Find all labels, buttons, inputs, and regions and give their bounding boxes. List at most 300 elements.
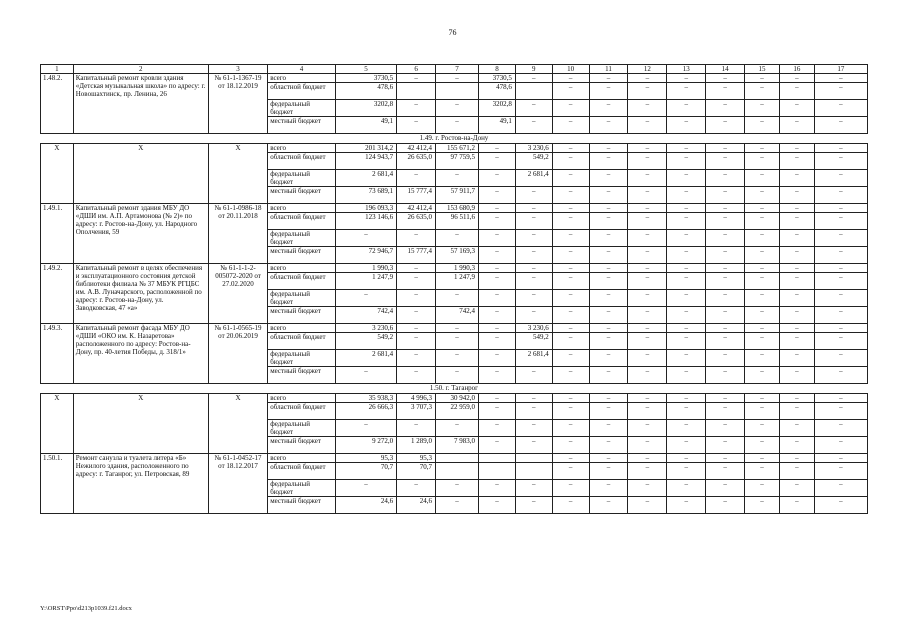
amount-cell: 4 996,3	[397, 394, 436, 403]
empty-cell: –	[589, 420, 628, 437]
amount-cell: 196 093,3	[335, 204, 396, 213]
object-name: Х	[73, 394, 208, 454]
empty-cell: –	[589, 153, 628, 170]
section-row	[41, 134, 868, 144]
empty-cell: –	[779, 437, 814, 454]
empty-cell: –	[667, 273, 706, 290]
amount-cell: –	[397, 100, 436, 117]
amount-cell	[436, 454, 479, 463]
amount-cell: –	[515, 420, 552, 437]
empty-cell: –	[814, 394, 867, 403]
empty-cell: –	[779, 350, 814, 367]
empty-cell: –	[745, 230, 780, 247]
empty-cell: –	[589, 273, 628, 290]
empty-cell: –	[589, 204, 628, 213]
table-row	[41, 204, 868, 213]
amount-cell: –	[436, 367, 479, 384]
amount-cell: –	[479, 307, 516, 324]
amount-cell: 478,6	[335, 83, 396, 100]
empty-cell: –	[814, 454, 867, 463]
empty-cell: –	[706, 247, 745, 264]
amount-cell: –	[335, 290, 396, 307]
table-row	[41, 454, 868, 463]
amount-cell: –	[436, 100, 479, 117]
empty-cell: –	[745, 100, 780, 117]
empty-cell: –	[814, 290, 867, 307]
empty-cell: –	[628, 480, 667, 497]
amount-cell: 15 777,4	[397, 247, 436, 264]
empty-cell: –	[552, 324, 589, 333]
empty-cell: –	[667, 463, 706, 480]
amount-cell	[397, 83, 436, 100]
empty-cell: –	[779, 83, 814, 100]
empty-cell: –	[628, 420, 667, 437]
amount-cell: –	[397, 480, 436, 497]
amount-cell: 26 635,0	[397, 213, 436, 230]
empty-cell: –	[628, 403, 667, 420]
empty-cell: –	[589, 333, 628, 350]
empty-cell: –	[628, 117, 667, 134]
empty-cell: –	[706, 497, 745, 514]
funding-source: федеральный бюджет	[268, 100, 336, 117]
column-number: 1	[41, 65, 74, 74]
amount-cell: –	[515, 403, 552, 420]
empty-cell: –	[667, 333, 706, 350]
amount-cell: 95,3	[335, 454, 396, 463]
amount-cell: –	[479, 264, 516, 273]
column-number: 14	[706, 65, 745, 74]
object-name: Капитальный ремонт кровли здания «Детская музыкальная школа» по адресу: г. Новошахтинск, пр. Ленина, 26	[73, 74, 208, 134]
column-number: 7	[436, 65, 479, 74]
amount-cell: 3 230,6	[335, 324, 396, 333]
empty-cell: –	[589, 290, 628, 307]
funding-source: федеральный бюджет	[268, 170, 336, 187]
empty-cell: –	[706, 290, 745, 307]
empty-cell: –	[745, 247, 780, 264]
amount-cell: 2 681,4	[515, 170, 552, 187]
amount-cell: –	[515, 264, 552, 273]
empty-cell: –	[779, 100, 814, 117]
empty-cell: –	[814, 170, 867, 187]
empty-cell: –	[745, 74, 780, 83]
empty-cell: –	[745, 83, 780, 100]
empty-cell: –	[814, 230, 867, 247]
empty-cell: –	[779, 420, 814, 437]
funding-source: местный бюджет	[268, 117, 336, 134]
empty-cell: –	[814, 403, 867, 420]
empty-cell: –	[589, 394, 628, 403]
empty-cell: –	[745, 324, 780, 333]
amount-cell: –	[479, 213, 516, 230]
amount-cell: –	[397, 170, 436, 187]
empty-cell: –	[589, 367, 628, 384]
funding-source: местный бюджет	[268, 307, 336, 324]
column-number: 17	[814, 65, 867, 74]
empty-cell: –	[779, 230, 814, 247]
amount-cell: 549,2	[335, 333, 396, 350]
amount-cell: 124 943,7	[335, 153, 396, 170]
empty-cell: –	[779, 247, 814, 264]
empty-cell: –	[706, 420, 745, 437]
empty-cell: –	[552, 273, 589, 290]
empty-cell: –	[589, 83, 628, 100]
amount-cell: –	[515, 213, 552, 230]
amount-cell: –	[515, 480, 552, 497]
empty-cell: –	[628, 454, 667, 463]
file-path-footer: Y:\ORST\Ppo\d213p1039.f21.docx	[40, 605, 132, 612]
item-number: 1.49.1.	[41, 204, 74, 264]
empty-cell: –	[706, 403, 745, 420]
amount-cell: 123 146,6	[335, 213, 396, 230]
table-body	[41, 65, 868, 514]
empty-cell: –	[706, 394, 745, 403]
column-number: 16	[779, 65, 814, 74]
empty-cell: –	[706, 230, 745, 247]
amount-cell	[436, 463, 479, 480]
amount-cell: 1 247,9	[335, 273, 396, 290]
amount-cell: –	[479, 394, 516, 403]
empty-cell: –	[814, 144, 867, 153]
amount-cell: –	[479, 247, 516, 264]
amount-cell: –	[397, 290, 436, 307]
document-ref: № 61-1-1-2-005072-2020 от 27.02.2020	[208, 264, 267, 324]
amount-cell: 1 289,0	[397, 437, 436, 454]
empty-cell: –	[667, 497, 706, 514]
amount-cell: –	[397, 74, 436, 83]
empty-cell: –	[706, 170, 745, 187]
empty-cell: –	[667, 144, 706, 153]
amount-cell: –	[397, 307, 436, 324]
amount-cell: –	[397, 367, 436, 384]
empty-cell: –	[589, 144, 628, 153]
funding-source: всего	[268, 204, 336, 213]
empty-cell: –	[552, 367, 589, 384]
funding-source: всего	[268, 74, 336, 83]
empty-cell: –	[745, 333, 780, 350]
empty-cell: –	[779, 144, 814, 153]
empty-cell: –	[589, 247, 628, 264]
amount-cell: –	[436, 290, 479, 307]
amount-cell: 1 247,9	[436, 273, 479, 290]
empty-cell: –	[552, 307, 589, 324]
empty-cell: –	[745, 204, 780, 213]
empty-cell: –	[779, 403, 814, 420]
empty-cell: –	[706, 153, 745, 170]
empty-cell: –	[706, 480, 745, 497]
amount-cell: –	[479, 187, 516, 204]
amount-cell: –	[479, 333, 516, 350]
empty-cell: –	[628, 273, 667, 290]
amount-cell: 42 412,4	[397, 204, 436, 213]
empty-cell: –	[628, 497, 667, 514]
funding-source: областной бюджет	[268, 83, 336, 100]
empty-cell: –	[706, 463, 745, 480]
empty-cell: –	[552, 420, 589, 437]
empty-cell: –	[552, 230, 589, 247]
document-ref: № 61-1-0452-17 от 18.12.2017	[208, 454, 267, 514]
document-ref: Х	[208, 144, 267, 204]
empty-cell: –	[779, 480, 814, 497]
table-row	[41, 144, 868, 153]
document-ref: № 61-1-0986-18 от 20.11.2018	[208, 204, 267, 264]
funding-source: областной бюджет	[268, 213, 336, 230]
empty-cell: –	[628, 187, 667, 204]
amount-cell: –	[479, 480, 516, 497]
empty-cell: –	[706, 454, 745, 463]
document-ref: Х	[208, 394, 267, 454]
amount-cell: 155 671,2	[436, 144, 479, 153]
item-number: 1.49.2.	[41, 264, 74, 324]
column-number: 11	[589, 65, 628, 74]
empty-cell: –	[589, 497, 628, 514]
empty-cell: –	[589, 463, 628, 480]
empty-cell: –	[667, 170, 706, 187]
empty-cell: –	[667, 437, 706, 454]
column-number: 4	[268, 65, 336, 74]
amount-cell: –	[515, 394, 552, 403]
empty-cell: –	[745, 153, 780, 170]
empty-cell: –	[552, 480, 589, 497]
column-number: 12	[628, 65, 667, 74]
empty-cell: –	[814, 83, 867, 100]
empty-cell: –	[667, 204, 706, 213]
amount-cell: 742,4	[335, 307, 396, 324]
section-title: 1.50. г. Таганрог	[41, 384, 868, 394]
empty-cell: –	[628, 83, 667, 100]
amount-cell: 201 314,2	[335, 144, 396, 153]
empty-cell: –	[745, 117, 780, 134]
empty-cell: –	[779, 204, 814, 213]
empty-cell: –	[814, 324, 867, 333]
funding-source: местный бюджет	[268, 187, 336, 204]
empty-cell: –	[552, 497, 589, 514]
empty-cell: –	[745, 213, 780, 230]
empty-cell: –	[628, 437, 667, 454]
amount-cell: –	[436, 480, 479, 497]
amount-cell: –	[515, 230, 552, 247]
empty-cell: –	[745, 497, 780, 514]
empty-cell: –	[814, 204, 867, 213]
amount-cell	[479, 454, 516, 463]
empty-cell: –	[552, 153, 589, 170]
empty-cell: –	[779, 290, 814, 307]
empty-cell: –	[745, 437, 780, 454]
header-row	[41, 65, 868, 74]
amount-cell: 97 759,5	[436, 153, 479, 170]
amount-cell: –	[397, 420, 436, 437]
empty-cell: –	[779, 394, 814, 403]
amount-cell: 70,7	[397, 463, 436, 480]
funding-source: федеральный бюджет	[268, 290, 336, 307]
amount-cell: 22 959,0	[436, 403, 479, 420]
amount-cell: –	[335, 230, 396, 247]
amount-cell: 15 777,4	[397, 187, 436, 204]
empty-cell: –	[589, 454, 628, 463]
amount-cell: –	[515, 247, 552, 264]
empty-cell: –	[667, 117, 706, 134]
amount-cell: –	[479, 367, 516, 384]
amount-cell	[436, 83, 479, 100]
object-name: Х	[73, 144, 208, 204]
page-number: 76	[448, 28, 457, 37]
amount-cell: 3 707,3	[397, 403, 436, 420]
column-number: 5	[335, 65, 396, 74]
amount-cell: –	[515, 367, 552, 384]
item-number: Х	[41, 144, 74, 204]
empty-cell: –	[745, 290, 780, 307]
amount-cell: –	[515, 117, 552, 134]
empty-cell: –	[589, 100, 628, 117]
empty-cell: –	[814, 333, 867, 350]
amount-cell	[515, 463, 552, 480]
empty-cell: –	[628, 230, 667, 247]
empty-cell: –	[628, 264, 667, 273]
column-number: 10	[552, 65, 589, 74]
empty-cell: –	[814, 463, 867, 480]
funding-source: областной бюджет	[268, 153, 336, 170]
empty-cell: –	[589, 350, 628, 367]
empty-cell: –	[745, 187, 780, 204]
amount-cell: 742,4	[436, 307, 479, 324]
amount-cell	[515, 83, 552, 100]
amount-cell: 1 990,3	[436, 264, 479, 273]
empty-cell: –	[589, 230, 628, 247]
amount-cell: 1 990,3	[335, 264, 396, 273]
empty-cell: –	[628, 394, 667, 403]
empty-cell: –	[706, 324, 745, 333]
amount-cell: –	[515, 497, 552, 514]
amount-cell: –	[515, 187, 552, 204]
empty-cell: –	[745, 350, 780, 367]
empty-cell: –	[814, 247, 867, 264]
empty-cell: –	[667, 403, 706, 420]
empty-cell: –	[628, 350, 667, 367]
amount-cell: –	[515, 100, 552, 117]
funding-source: местный бюджет	[268, 497, 336, 514]
amount-cell: –	[397, 264, 436, 273]
empty-cell: –	[814, 497, 867, 514]
empty-cell: –	[667, 324, 706, 333]
amount-cell: 478,6	[479, 83, 516, 100]
empty-cell: –	[706, 117, 745, 134]
empty-cell: –	[552, 213, 589, 230]
empty-cell: –	[706, 74, 745, 83]
empty-cell: –	[706, 273, 745, 290]
funding-source: всего	[268, 144, 336, 153]
amount-cell	[479, 463, 516, 480]
amount-cell: 3202,8	[335, 100, 396, 117]
empty-cell: –	[667, 187, 706, 204]
amount-cell: –	[436, 333, 479, 350]
empty-cell: –	[706, 187, 745, 204]
object-name: Капитальный ремонт здания МБУ ДО «ДШИ им. А.П. Артамонова (№ 2)» по адресу: г. Ростов-на-Дону, ул. Народного Ополчения, 59	[73, 204, 208, 264]
empty-cell: –	[667, 153, 706, 170]
empty-cell: –	[779, 153, 814, 170]
empty-cell: –	[667, 264, 706, 273]
column-number: 6	[397, 65, 436, 74]
empty-cell: –	[814, 117, 867, 134]
empty-cell: –	[706, 83, 745, 100]
empty-cell: –	[552, 290, 589, 307]
object-name: Капитальный ремонт в целях обеспечения и эксплуатационного состояния детской библиотеки филиала № 37 МБУК РГЦБС им. А.В. Луначарского, расположенной по адресу: г. Ростов-на-Дону, ул. Заводковская, 47 «а»	[73, 264, 208, 324]
funding-source: федеральный бюджет	[268, 420, 336, 437]
empty-cell: –	[706, 367, 745, 384]
empty-cell: –	[552, 264, 589, 273]
empty-cell: –	[706, 350, 745, 367]
empty-cell: –	[589, 437, 628, 454]
empty-cell: –	[779, 463, 814, 480]
empty-cell: –	[706, 204, 745, 213]
amount-cell: 549,2	[515, 333, 552, 350]
amount-cell: –	[397, 333, 436, 350]
empty-cell: –	[589, 480, 628, 497]
empty-cell: –	[779, 273, 814, 290]
empty-cell: –	[745, 403, 780, 420]
amount-cell: 9 272,0	[335, 437, 396, 454]
amount-cell: –	[436, 324, 479, 333]
empty-cell: –	[552, 454, 589, 463]
empty-cell: –	[745, 264, 780, 273]
amount-cell: –	[436, 74, 479, 83]
empty-cell: –	[589, 187, 628, 204]
empty-cell: –	[814, 437, 867, 454]
funding-source: всего	[268, 264, 336, 273]
empty-cell: –	[745, 170, 780, 187]
item-number: Х	[41, 394, 74, 454]
empty-cell: –	[552, 100, 589, 117]
table-row	[41, 74, 868, 83]
amount-cell: –	[479, 497, 516, 514]
amount-cell: 49,1	[479, 117, 516, 134]
amount-cell: 3 230,6	[515, 324, 552, 333]
empty-cell: –	[552, 170, 589, 187]
empty-cell: –	[814, 213, 867, 230]
empty-cell: –	[552, 333, 589, 350]
empty-cell: –	[814, 153, 867, 170]
empty-cell: –	[779, 213, 814, 230]
funding-source: местный бюджет	[268, 367, 336, 384]
empty-cell: –	[779, 367, 814, 384]
amount-cell: –	[397, 350, 436, 367]
amount-cell: –	[436, 170, 479, 187]
amount-cell: 30 942,0	[436, 394, 479, 403]
amount-cell: –	[397, 273, 436, 290]
amount-cell: 26 666,3	[335, 403, 396, 420]
empty-cell: –	[628, 333, 667, 350]
empty-cell: –	[628, 307, 667, 324]
amount-cell: –	[515, 204, 552, 213]
empty-cell: –	[628, 74, 667, 83]
funding-source: федеральный бюджет	[268, 350, 336, 367]
amount-cell: –	[479, 204, 516, 213]
amount-cell: 95,3	[397, 454, 436, 463]
empty-cell: –	[706, 307, 745, 324]
amount-cell: –	[479, 170, 516, 187]
empty-cell: –	[814, 74, 867, 83]
empty-cell: –	[814, 350, 867, 367]
empty-cell: –	[628, 204, 667, 213]
empty-cell: –	[628, 100, 667, 117]
empty-cell: –	[706, 437, 745, 454]
object-name: Ремонт санузла и туалета литера «Б» Нежилого здания, расположенного по адресу: г. Таганрог, ул. Петровская, 89	[73, 454, 208, 514]
amount-cell: –	[479, 437, 516, 454]
empty-cell: –	[706, 264, 745, 273]
empty-cell: –	[628, 367, 667, 384]
amount-cell: –	[436, 420, 479, 437]
empty-cell: –	[779, 264, 814, 273]
empty-cell: –	[667, 230, 706, 247]
amount-cell: 42 412,4	[397, 144, 436, 153]
